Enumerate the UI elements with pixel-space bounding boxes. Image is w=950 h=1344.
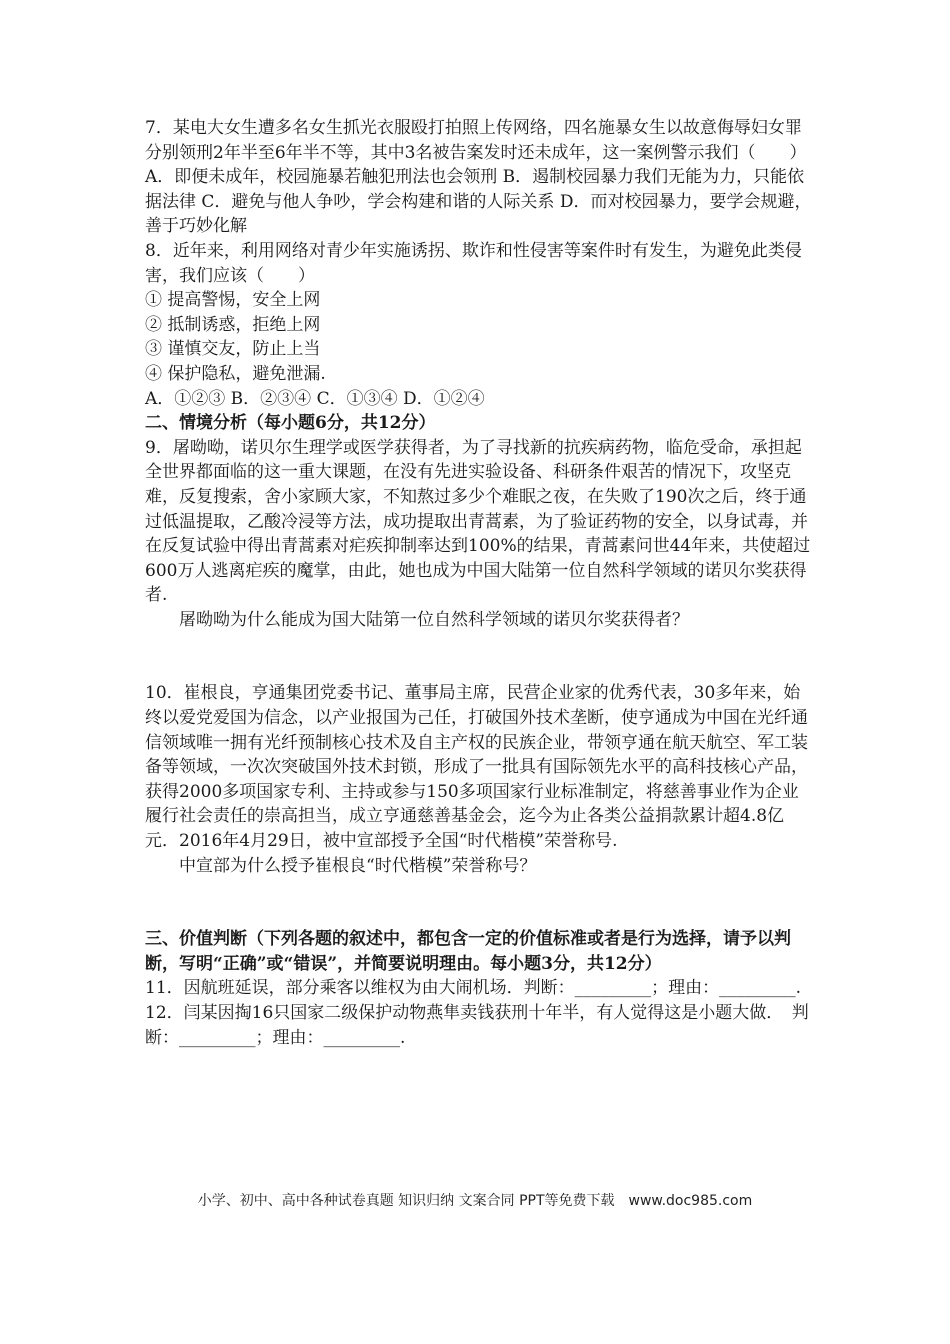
section2-title: 二、情境分析（每小题6分，共12分） — [145, 413, 436, 434]
q7-stem: 7．某电大女生遭多名女生抓光衣服殴打拍照上传网络，四名施暴女生以故意侮辱妇女罪分别领刑2年半至6年半不等，其中3名被告案发时还未成年，这一案例警示我们（ ） — [145, 118, 807, 163]
q8-item-4: ④ 保护隐私，避免泄漏. — [145, 363, 326, 384]
q8-item-3: ③ 谨慎交友，防止上当 — [145, 339, 321, 360]
q10-body: 10．崔根良，亨通集团党委书记、董事局主席，民营企业家的优秀代表，30多年来，始终以爱党爱国为信念，以产业报国为己任，打破国外技术垄断，使亨通成为中国在光纤通信领域唯一拥有光纤预制核心技术及自主产权的民族企业，带领亨通在航天航空、军工装备等领域，一次次突破国外技术封锁，形成了一批具有国际领先水平的高科技核心产品，获得2000多项国家专利、主持或参与150多项国家行业标准制定，将慈善事业作为企业履行社会责任的崇高担当，成立亨通慈善基金会，迄今为止各类公益捐款累计超4.8亿元．2016年4月29日，被中宣部授予全国“时代楷模”荣誉称号. — [145, 683, 808, 852]
q10-question: 中宣部为什么授予崔根良“时代楷模”荣誉称号？ — [179, 855, 537, 876]
q9-body: 9．屠呦呦，诺贝尔生理学或医学获得者，为了寻找新的抗疾病药物，临危受命，承担起全世界都面临的这一重大课题，在没有先进实验设备、科研条件艰苦的情况下，攻坚克难，反复搜索，舍小家顾大家，不知熬过多少个难眠之夜，在失败了190次之后，终于通过低温提取，乙酸冷浸等方法，成功提取出青蒿素，为了验证药物的安全，以身试毒，并在反复试验中得出青蒿素对疟疾抑制率达到100%的结果，青蒿素问世44年来，共使超过600万人逃离疟疾的魔掌，由此，她也成为中国大陆第一位自然科学领域的诺贝尔奖获得者. — [145, 437, 811, 606]
q8-options: A．①②③ B．②③④ C．①③④ D．①②④ — [145, 388, 485, 409]
answer-space — [145, 632, 815, 681]
q8-item-1: ① 提高警惕，安全上网 — [145, 290, 321, 311]
q12-text: 12．闫某因掏16只国家二级保护动物燕隼卖钱获刑十年半，有人觉得这是小题大做． 判断：_________；理由：_________. — [145, 1003, 809, 1048]
q11-text: 11．因航班延误，部分乘客以维权为由大闹机场．判断：_________；理由：_________. — [145, 978, 802, 999]
q9-question: 屠呦呦为什么能成为国大陆第一位自然科学领域的诺贝尔奖获得者？ — [179, 609, 689, 630]
q8-stem: 8．近年来，利用网络对青少年实施诱拐、欺诈和性侵害等案件时有发生，为避免此类侵害，我们应该（ ） — [145, 240, 802, 286]
q8-item-2: ② 抵制诱惑，拒绝上网 — [145, 314, 321, 335]
q7-options: A．即便未成年，校园施暴若触犯刑法也会领刑 B．遏制校园暴力我们无能为力，只能依据法律 C．避免与他人争吵，学会构建和谐的人际关系 D．而对校园暴力，要学会规避，善于巧妙化解 — [145, 167, 812, 237]
answer-space — [145, 878, 815, 927]
section3-title: 三、价值判断（下列各题的叙述中，都包含一定的价值标准或者是行为选择，请予以判断，写明“正确”或“错误”，并简要说明理由。每小题3分，共12分） — [145, 929, 791, 974]
exam-page — [145, 116, 815, 1050]
page-footer: 小学、初中、高中各种试卷真题 知识归纳 文案合同 PPT等免费下载 www.doc985.com — [197, 1193, 753, 1209]
